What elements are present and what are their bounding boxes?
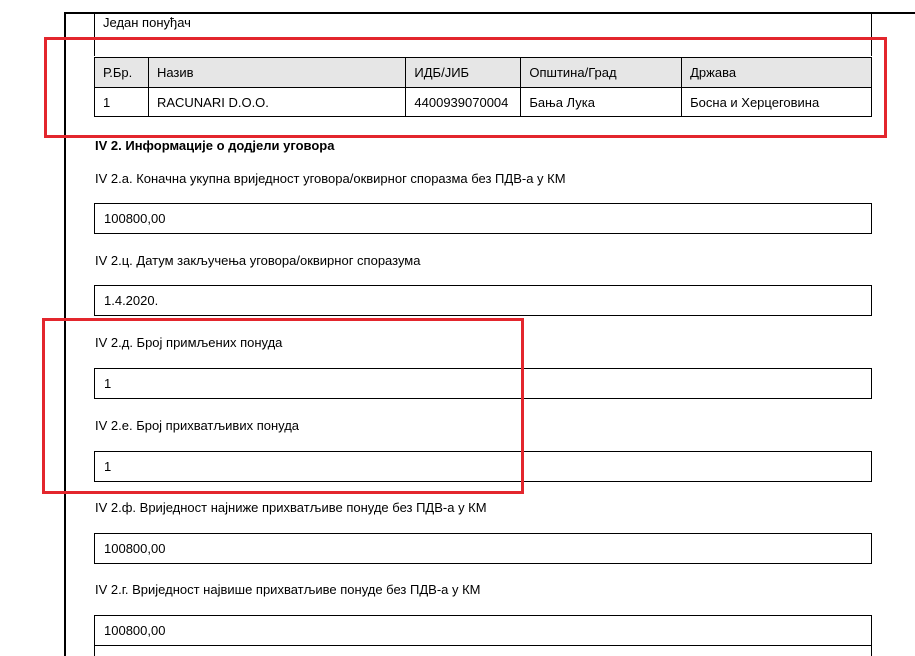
frame-right-bottom (871, 646, 872, 656)
highlight-rectangle-table (44, 37, 887, 138)
field-value-acceptable-offers: 1 (104, 459, 112, 474)
field-value-total-value: 100800,00 (104, 211, 166, 226)
field-box-total-value (94, 203, 872, 234)
table-cell-idb: 4400939070004 (406, 88, 521, 117)
frame-left-bottom (94, 646, 95, 656)
field-value-contract-date: 1.4.2020. (104, 293, 159, 308)
highlight-rectangle-offer-counts (42, 318, 524, 494)
table-cell-municipality: Бања Лука (521, 88, 682, 117)
field-label-highest-offer: IV 2.г. Вриједност највише прихватљиве понуде без ПДВ-а у КМ (95, 582, 481, 597)
table-cell-name: RACUNARI D.O.O. (148, 88, 405, 117)
field-label-acceptable-offers: IV 2.е. Број прихватљивих понуда (95, 418, 300, 433)
header-text: Један понуђач (103, 15, 191, 30)
column-header-country: Држава (682, 58, 872, 88)
table-cell-country: Босна и Херцеговина (682, 88, 872, 117)
field-box-contract-date (94, 285, 872, 316)
column-header-idb: ИДБ/ЈИБ (406, 58, 521, 88)
field-value-lowest-offer: 100800,00 (104, 541, 166, 556)
column-header-rbr: Р.Бр. (95, 58, 149, 88)
field-label-contract-date: IV 2.ц. Датум закључења уговора/оквирног споразума (95, 253, 421, 268)
field-value-highest-offer: 100800,00 (104, 623, 166, 638)
field-label-total-value: IV 2.а. Коначна укупна вриједност уговора/оквирног споразма без ПДВ-а у КМ (95, 171, 566, 186)
column-header-name: Назив (148, 58, 405, 88)
section-title: IV 2. Информације о додјели уговора (95, 138, 335, 153)
field-box-highest-offer (94, 615, 872, 646)
column-header-municipality: Општина/Град (521, 58, 682, 88)
field-value-received-offers: 1 (104, 376, 112, 391)
field-label-lowest-offer: IV 2.ф. Вриједност најниже прихватљиве понуде без ПДВ-а у КМ (95, 500, 487, 515)
field-box-lowest-offer (94, 533, 872, 564)
field-label-received-offers: IV 2.д. Број примљених понуда (95, 335, 283, 350)
table-cell-rbr: 1 (95, 88, 149, 117)
